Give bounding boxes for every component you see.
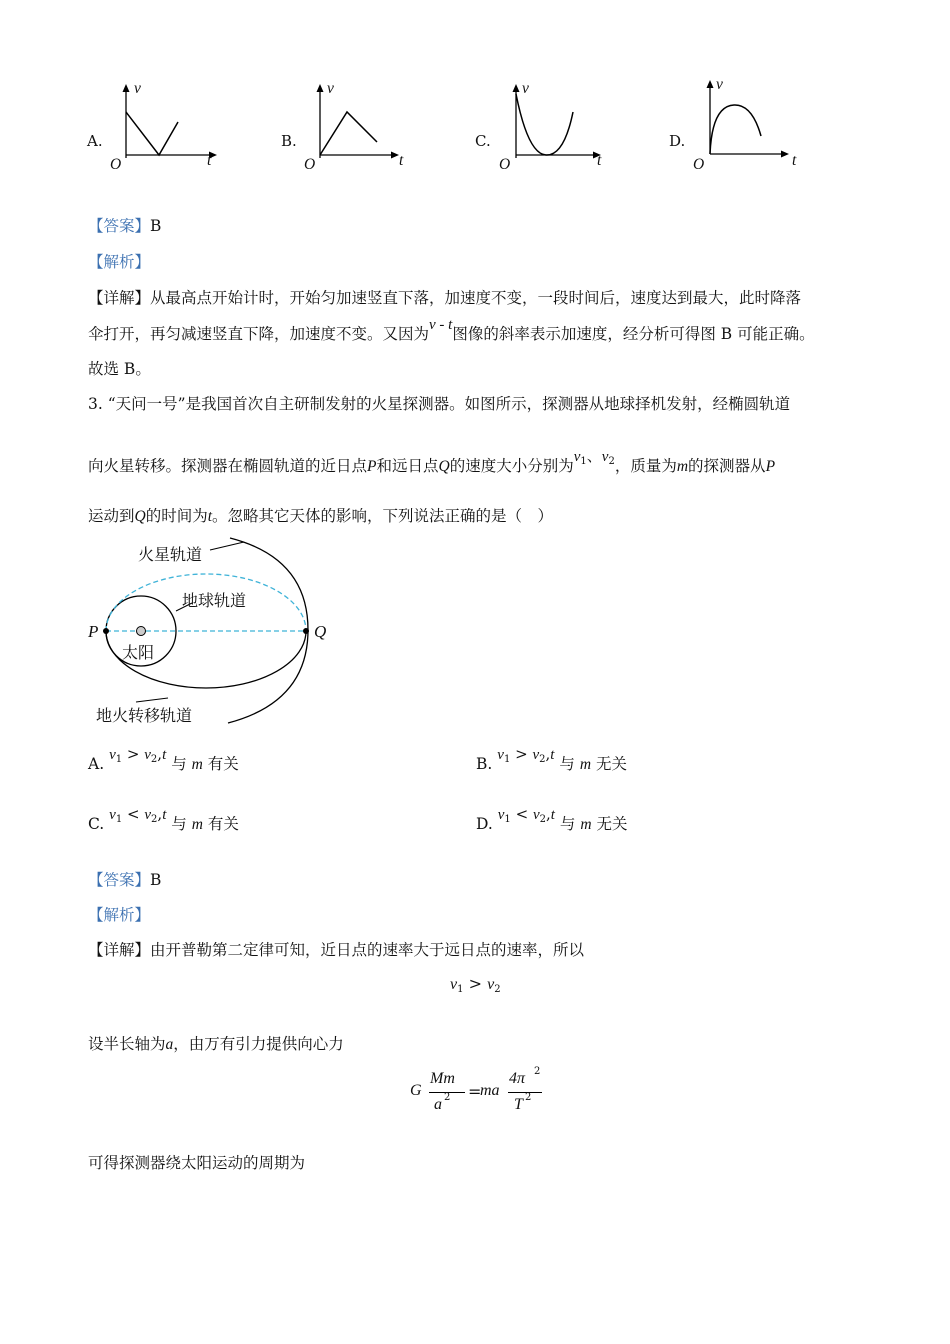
q2-detail-line-2: 伞打开，再匀减速竖直下降，加速度不变。又因为v - t图像的斜率表示加速度，经分析可得图 B 可能正确。 xyxy=(88,317,815,343)
q2-b-axis-v: v xyxy=(327,80,334,97)
vt-notation: v - t xyxy=(429,317,453,333)
q3-period-line: 可得探测器绕太阳运动的周期为 xyxy=(88,1154,306,1172)
q2-d-axis-t: t xyxy=(792,152,797,169)
answer-tag: 【答案】 xyxy=(88,871,151,889)
q3-stem-line-3: 运动到Q的时间为t。忽略其它天体的影响，下列说法正确的是（ ） xyxy=(88,507,554,525)
eq-gravitation: G Mm a 2 = ma 4π 2 T 2 xyxy=(410,1066,541,1113)
answer-value: B xyxy=(150,871,162,889)
sun-icon xyxy=(137,627,146,636)
q2-option-label-c: C. xyxy=(475,132,491,150)
q2-b-origin: O xyxy=(304,156,316,173)
q2-b-axis-t: t xyxy=(399,152,404,169)
q3-analysis-line xyxy=(88,905,150,925)
diagram-label-q: Q xyxy=(314,622,327,641)
graph-curve xyxy=(320,112,377,155)
answer-tag: 【答案】 xyxy=(88,217,151,235)
diagram-label-p: P xyxy=(88,622,99,641)
point-q xyxy=(303,628,309,634)
q2-option-label-b: B. xyxy=(281,132,297,150)
detail-tag: 【详解】 xyxy=(88,289,151,307)
q2-graph-a xyxy=(104,80,224,175)
q2-detail-line-3: 故选 B。 xyxy=(88,360,151,378)
transfer-orbit-label: 地火转移轨道 xyxy=(96,706,193,725)
q2-answer-line xyxy=(88,216,161,236)
sun-label: 太阳 xyxy=(122,643,155,662)
answer-value: B xyxy=(150,217,162,235)
q2-graph-c xyxy=(494,80,614,175)
q3-answer-line xyxy=(88,870,161,890)
q3-detail-line-1: 【详解】由开普勒第二定律可知，近日点的速率大于远日点的速率，所以 xyxy=(88,941,585,959)
q3-stem-line-1: 3. “天问一号”是我国首次自主研制发射的火星探测器。如图所示，探测器从地球择机发射，经椭圆轨道 xyxy=(88,395,791,413)
q2-c-origin: O xyxy=(499,156,511,173)
q3-stem-line-2: 向火星转移。探测器在椭圆轨道的近日点P和远日点Q的速度大小分别为$v_1$、$v_2$，质量为m的探测器从P xyxy=(88,447,776,475)
q3-option-d: D. $v_1 < v_2,t$ 与 m 无关 xyxy=(476,805,628,833)
graph-curve xyxy=(516,94,573,155)
q3-option-b: B. $v_1 > v_2,t$ 与 m 无关 xyxy=(476,745,627,773)
analysis-tag: 【解析】 xyxy=(88,253,151,271)
earth-orbit-label: 地球轨道 xyxy=(182,591,247,610)
q2-a-origin: O xyxy=(110,156,122,173)
graph-curve xyxy=(126,112,178,155)
q2-option-label-d: D. xyxy=(669,132,686,150)
graph-curve xyxy=(710,105,761,154)
q2-graph-d xyxy=(688,76,808,171)
q2-c-axis-v: v xyxy=(522,80,529,97)
analysis-tag: 【解析】 xyxy=(88,906,151,924)
q3-option-c: C. $v_1 < v_2,t$ 与 m 有关 xyxy=(88,805,239,833)
q2-a-axis-t: t xyxy=(207,152,212,169)
q2-analysis-line xyxy=(88,252,150,272)
transfer-label-leader xyxy=(136,698,168,702)
v-axis-arrow xyxy=(123,84,130,92)
mars-orbit-label: 火星轨道 xyxy=(138,545,203,564)
detail-tag: 【详解】 xyxy=(88,941,151,959)
q3-option-a: A. $v_1 > v_2,t$ 与 m 有关 xyxy=(88,745,239,773)
eq-v1-gt-v2: $v_1 > v_2$ xyxy=(450,974,501,995)
q2-a-axis-v: v xyxy=(134,80,141,97)
q2-detail-line-1: 【详解】从最高点开始计时，开始匀加速竖直下落，加速度不变，一段时间后，速度达到最大，此时降落 xyxy=(88,289,802,307)
mars-label-leader xyxy=(210,542,244,550)
q2-c-axis-t: t xyxy=(597,152,602,169)
point-p xyxy=(103,628,109,634)
q2-option-label-a: A. xyxy=(87,132,103,150)
q2-d-origin: O xyxy=(693,156,705,173)
q2-d-axis-v: v xyxy=(716,76,723,93)
q3-semi-axis-line: 设半长轴为a，由万有引力提供向心力 xyxy=(88,1035,344,1053)
